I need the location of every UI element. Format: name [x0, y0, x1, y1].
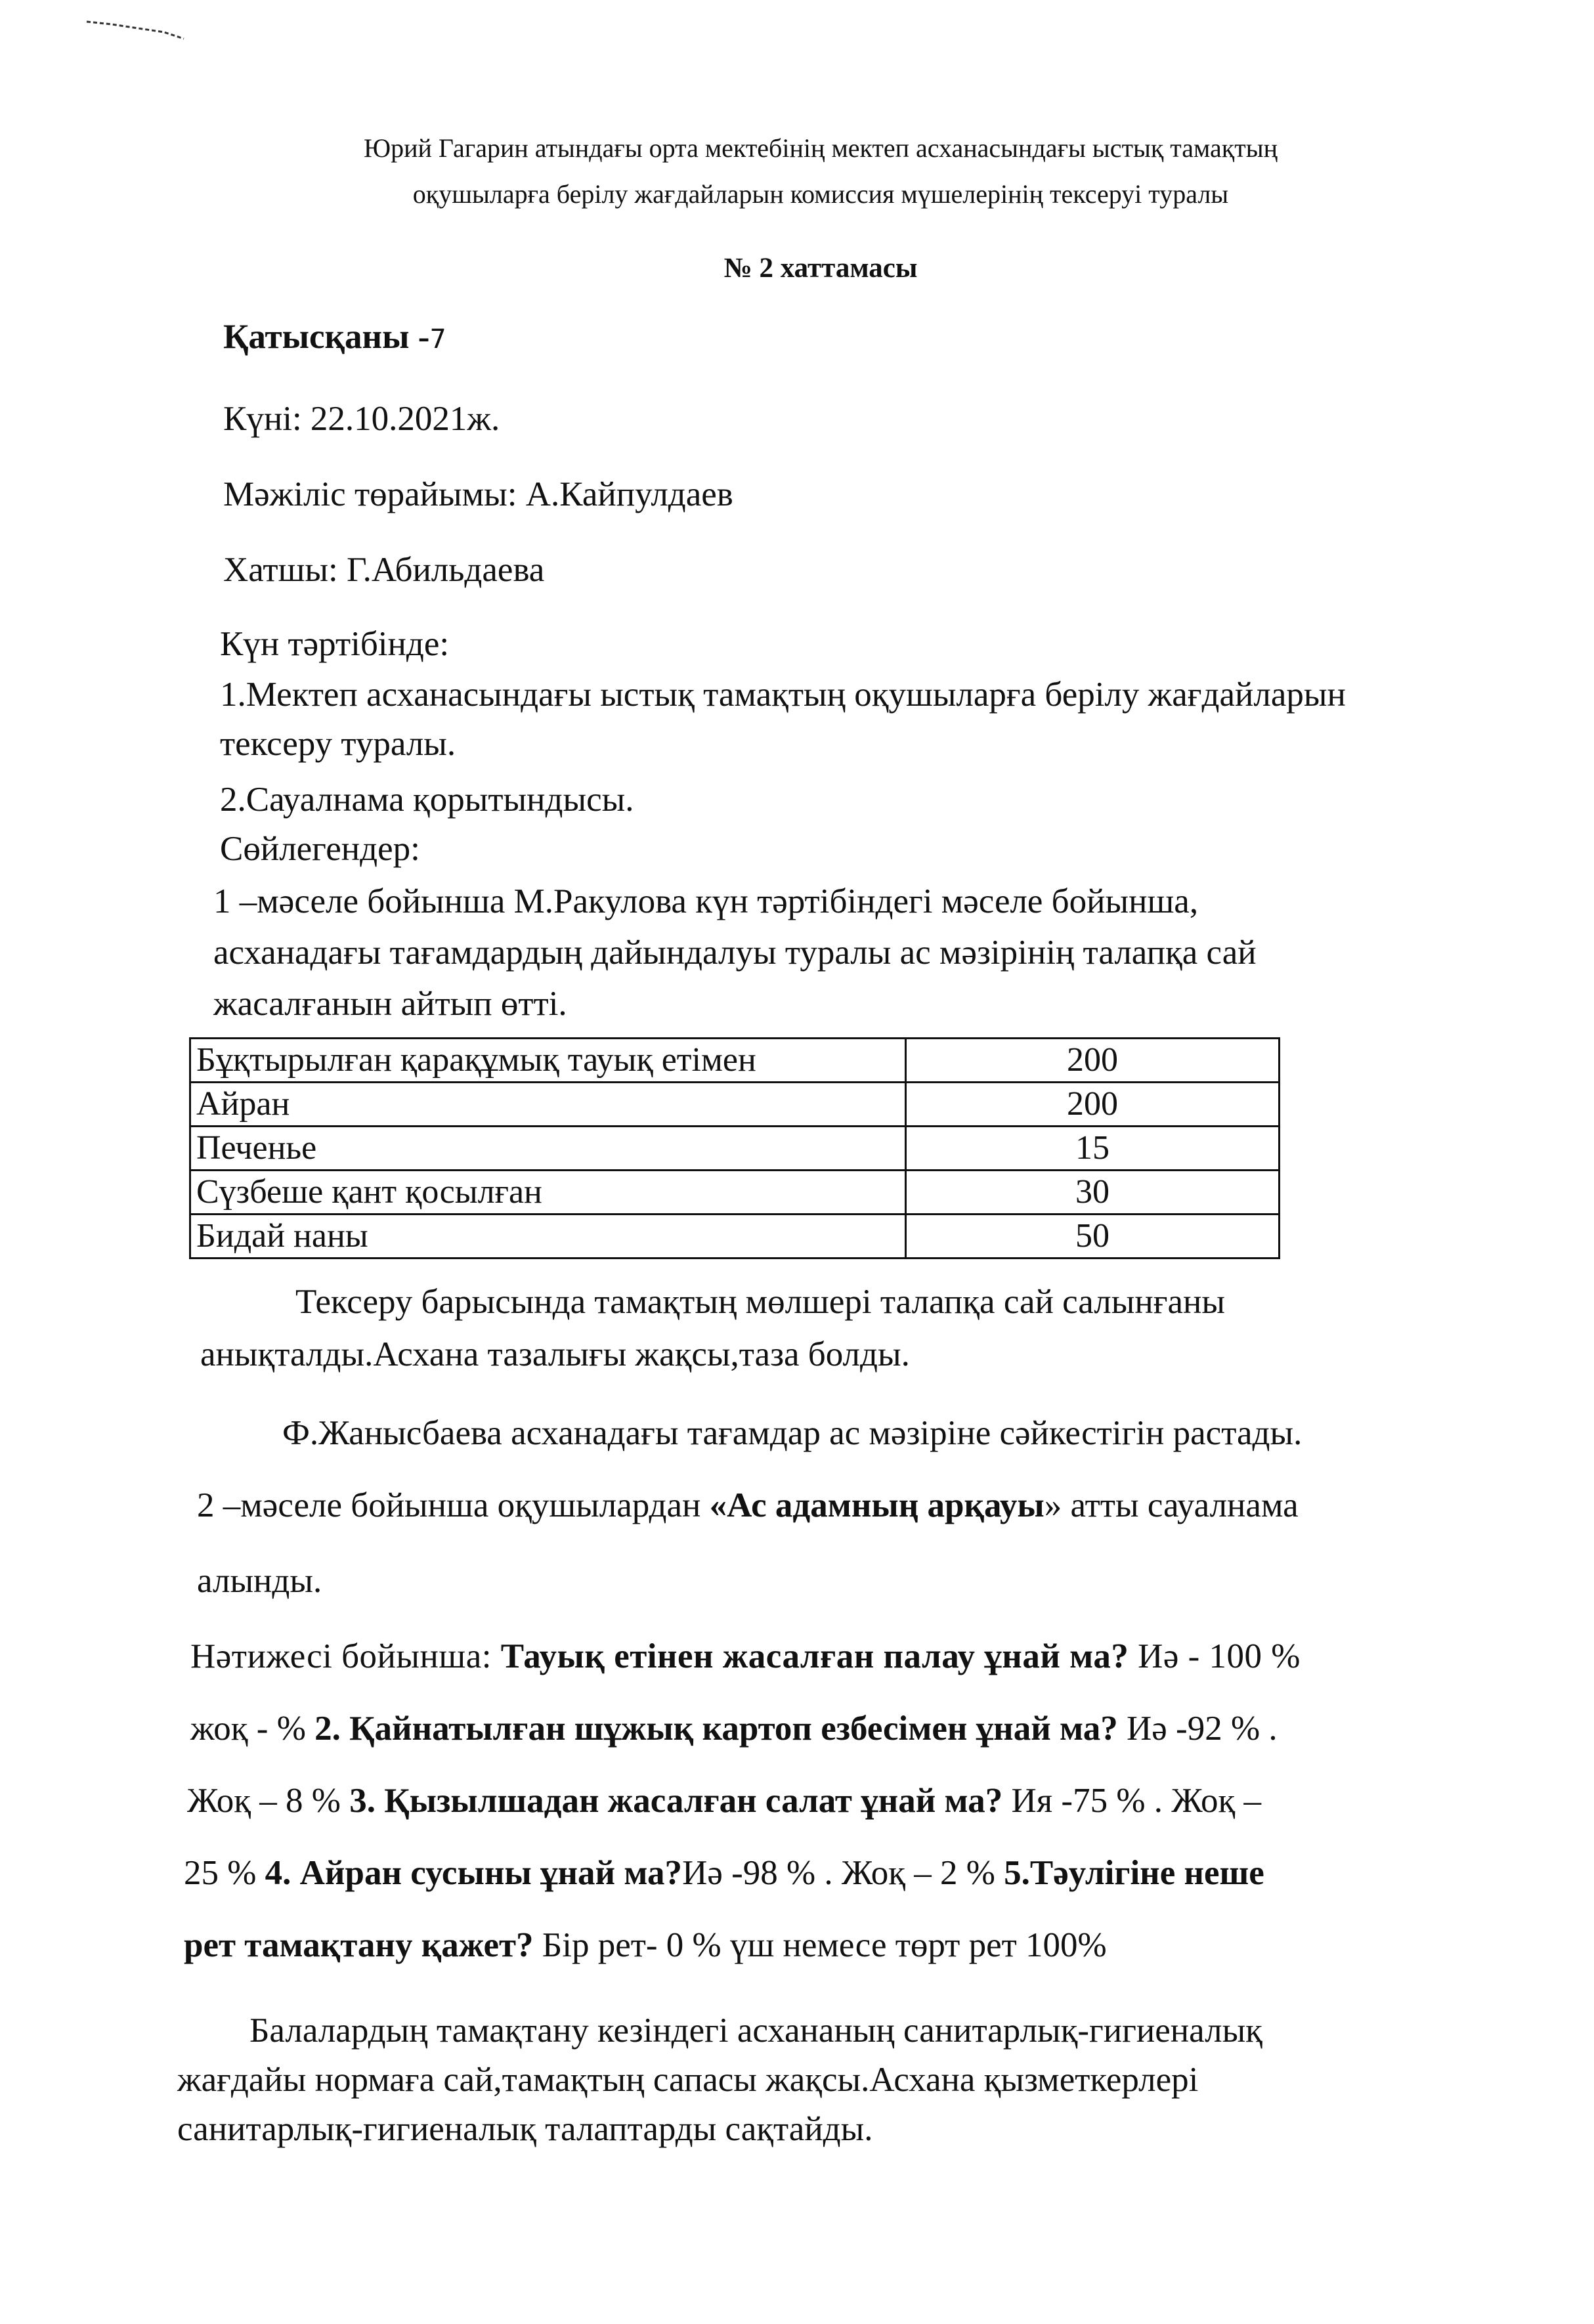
table-row	[190, 1127, 1280, 1171]
document-title: № 2 хаттамасы	[723, 253, 918, 284]
agenda-item-1a: 1.Мектеп асханасындағы ыстық тамақтың оқушыларға берілу жағдайларын	[220, 676, 1346, 714]
issue-1-line-c: жасалғанын айтып өтті.	[213, 985, 567, 1023]
menu-item: Бұқтырылған қарақұмық тауық етімен	[190, 1039, 906, 1083]
survey-title: «Ас адамның арқауы	[709, 1486, 1045, 1524]
header-line-2: оқушыларға берілу жағдайларын комиссия мүшелерінің тексеруі туралы	[412, 179, 1229, 209]
menu-value: 30	[906, 1171, 1280, 1215]
question-3: 3. Қызылшадан жасалған салат ұнай ма?	[349, 1782, 1003, 1820]
issue-1-line-a: 1 –мәселе бойынша М.Ракулова күн тәртібіндегі мәселе бойынша,	[213, 882, 1199, 920]
present-value: 7	[429, 324, 446, 355]
menu-table	[189, 1037, 1280, 1259]
menu-value: 15	[906, 1127, 1280, 1171]
header-line-1: Юрий Гагарин атындағы орта мектебінің мектеп асханасындағы ыстық тамақтың	[364, 133, 1278, 163]
menu-value: 200	[906, 1039, 1280, 1083]
confirm-line: Ф.Жанысбаева асханадағы тағамдар ас мәзіріне сәйкестігін растады.	[282, 1414, 1303, 1452]
table-row	[190, 1039, 1280, 1083]
menu-value: 200	[906, 1083, 1280, 1127]
question-4: 4. Айран сусыны ұнай ма?	[265, 1854, 683, 1892]
final-line-c: санитарлық-гигиеналық талаптарды сақтайды.	[177, 2110, 873, 2148]
menu-item: Печенье	[190, 1127, 906, 1171]
final-line-b: жағдайы нормаға сай,тамақтың сапасы жақсы.Асхана қызметкерлері	[177, 2061, 1199, 2099]
check-line-a: Тексеру барысында тамақтың мөлшері талапқа сай салынғаны	[295, 1283, 1225, 1321]
table-row	[190, 1083, 1280, 1127]
agenda-item-2: 2.Сауалнама қорытындысы.	[220, 781, 634, 819]
table-row	[190, 1171, 1280, 1215]
results-line-3: Жоқ – 8 % 3. Қызылшадан жасалған салат ұнай ма? Ия -75 % . Жоқ –	[187, 1782, 1262, 1820]
results-line-5: рет тамақтану қажет? Бір рет- 0 % үш немесе төрт рет 100%	[184, 1926, 1107, 1964]
final-line-a: Балалардың тамақтану кезіндегі асхананың санитарлық-гигиеналық	[249, 2012, 1262, 2050]
check-line-b: анықталды.Асхана тазалығы жақсы,таза болды.	[200, 1335, 910, 1373]
present-label: Қатысқаны -7	[223, 318, 446, 356]
meeting-chair: Мәжіліс төрайымы: А.Кайпулдаев	[223, 475, 733, 513]
menu-item: Сүзбеше қант қосылған	[190, 1171, 906, 1215]
question-2: 2. Қайнатылған шұжық картоп езбесімен ұнай ма?	[314, 1710, 1118, 1748]
issue-1-line-b: асханадағы тағамдардың дайындалуы туралы ас мәзірінің талапқа сай	[213, 934, 1257, 972]
results-line-1: Нәтижесі бойынша: Тауық етінен жасалған палау ұнай ма? Иә - 100 %	[190, 1637, 1301, 1675]
menu-item: Айран	[190, 1083, 906, 1127]
meeting-secretary: Хатшы: Г.Абильдаева	[223, 551, 545, 589]
meeting-date: Күні: 22.10.2021ж.	[223, 400, 500, 438]
pen-mark	[85, 16, 190, 43]
agenda-label: Күн тәртібінде:	[220, 625, 450, 663]
issue-2-line-a: 2 –мәселе бойынша оқушылардан «Ас адамның арқауы» атты сауалнама	[197, 1486, 1299, 1524]
menu-item: Бидай наны	[190, 1215, 906, 1259]
table-row	[190, 1215, 1280, 1259]
menu-value: 50	[906, 1215, 1280, 1259]
issue-2-line-b: алынды.	[197, 1562, 322, 1600]
question-5-cont: рет тамақтану қажет?	[184, 1926, 534, 1964]
question-5: 5.Тәулігіне неше	[1004, 1854, 1264, 1892]
results-line-4: 25 % 4. Айран сусыны ұнай ма?Иә -98 % . Жоқ – 2 % 5.Тәулігіне неше	[184, 1854, 1264, 1892]
agenda-item-1b: тексеру туралы.	[220, 725, 456, 763]
question-1: Тауық етінен жасалған палау ұнай ма?	[500, 1637, 1129, 1675]
results-line-2: жоқ - % 2. Қайнатылған шұжық картоп езбесімен ұнай ма? Иә -92 % .	[190, 1710, 1278, 1748]
speakers-label: Сөйлегендер:	[220, 830, 420, 868]
